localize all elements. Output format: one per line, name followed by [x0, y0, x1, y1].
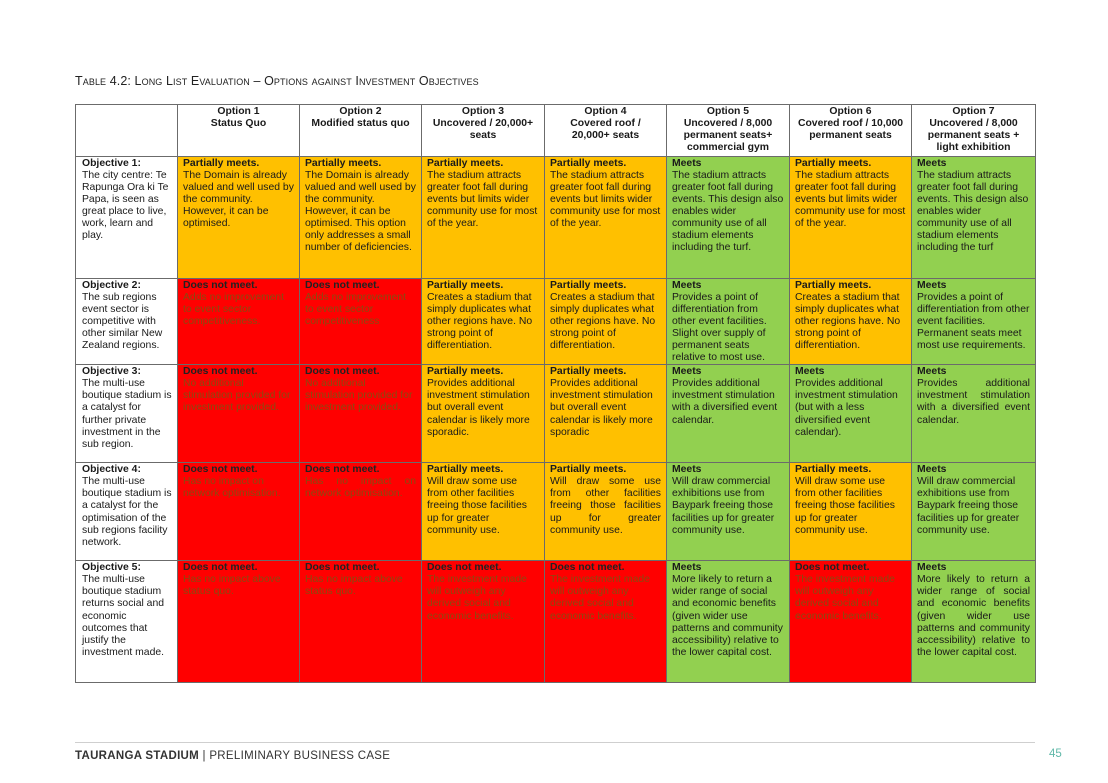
objective-row-1 [76, 157, 1036, 279]
header-cell-blank [76, 105, 178, 157]
assessment-rating: Partially meets. [427, 366, 504, 378]
assessment-rationale: Has no impact above status quo. [305, 574, 403, 598]
header-option-3: Option 3 Uncovered / 20,000+ seats [422, 105, 545, 157]
evaluation-cell-option-5 [667, 463, 790, 561]
assessment-rating: Partially meets. [550, 280, 627, 291]
assessment-rating: Meets [917, 562, 947, 574]
objective-description: The city centre: Te Rapunga Ora ki Te Papa, is seen as great place to live, work, learn and play. [82, 170, 169, 242]
evaluation-cell-option-1 [178, 157, 300, 279]
evaluation-cell-option-4 [545, 365, 667, 463]
evaluation-cell-option-5 [667, 561, 790, 683]
evaluation-cell-option-5 [667, 279, 790, 365]
header-option-2: Option 2 Modified status quo [300, 105, 422, 157]
assessment-rating: Partially meets. [427, 464, 504, 476]
objective-title: Objective 5: [82, 562, 141, 574]
evaluation-cell-option-2 [300, 463, 422, 561]
evaluation-cell-option-5 [667, 365, 790, 463]
evaluation-cell-option-6 [790, 365, 912, 463]
assessment-rating: Partially meets. [795, 464, 872, 476]
assessment-rationale: The stadium attracts greater foot fall during events but limits wider community use for most of the year. [795, 170, 906, 230]
evaluation-cell-option-4 [545, 279, 667, 365]
table-caption: Table 4.2: Long List Evaluation – Options against Investment Objectives [75, 74, 479, 88]
evaluation-cell-option-4 [545, 463, 667, 561]
assessment-rating: Meets [917, 464, 947, 476]
evaluation-cell-option-3 [422, 157, 545, 279]
assessment-rationale: Provides a point of differentiation from other event facilities. Permanent seats meet most use requirements. [917, 292, 1030, 352]
footer-divider [75, 742, 1035, 743]
assessment-rationale: Adds no improvement to event sector competitiveness [305, 292, 407, 328]
assessment-rationale: The Domain is already valued and well used by the community. However, it can be optimised. [183, 170, 294, 230]
assessment-rating: Meets [795, 366, 825, 378]
assessment-rationale: The stadium attracts greater foot fall during events but limits wider community use for most of the year. [427, 170, 538, 230]
assessment-rating: Meets [672, 366, 702, 378]
assessment-rating: Partially meets. [795, 280, 872, 291]
objective-title: Objective 1: [82, 158, 141, 169]
assessment-rating: Does not meet. [183, 366, 258, 378]
objective-row-2 [76, 279, 1036, 365]
objective-row-5 [76, 561, 1036, 683]
assessment-rating: Does not meet. [183, 464, 258, 476]
assessment-rating: Meets [917, 158, 947, 169]
evaluation-cell-option-2 [300, 279, 422, 365]
evaluation-cell-option-7 [912, 279, 1036, 365]
footer-separator: | [199, 750, 210, 762]
assessment-rationale: The Domain is already valued and well used by the community. However, it can be optimised. This option only addresses a small number of deficiencies. [305, 170, 416, 254]
assessment-rationale: Provides a point of differentiation from other event facilities. Slight over supply of permanent seats relative to most use. [672, 292, 767, 364]
evaluation-cell-option-5 [667, 157, 790, 279]
objective-row-4 [76, 463, 1036, 561]
evaluation-cell-option-3 [422, 463, 545, 561]
assessment-rating: Meets [672, 280, 702, 291]
assessment-rating: Meets [672, 158, 702, 169]
assessment-rationale: The stadium attracts greater foot fall during events. This design also enables wider community use of all stadium elements including the turf. [672, 170, 784, 254]
evaluation-cell-option-3 [422, 561, 545, 683]
objective-cell [76, 279, 178, 365]
evaluation-table [75, 104, 1036, 683]
assessment-rationale: Provides additional investment stimulation but overall event calendar is likely more sporadic [550, 378, 653, 438]
footer-title-bold: TAURANGA STADIUM [75, 750, 200, 762]
assessment-rationale: Provides additional investment stimulation but overall event calendar is likely more sporadic. [427, 378, 530, 438]
assessment-rationale: The investment made will outweigh any derived social and economic benefits. [550, 574, 650, 622]
assessment-rating: Partially meets. [183, 158, 260, 169]
footer-subtitle: PRELIMINARY BUSINESS CASE [209, 750, 391, 762]
assessment-rationale: Will draw commercial exhibitions use from Baypark freeing those facilities up for greater community use. [672, 476, 775, 536]
assessment-rating: Meets [672, 562, 702, 574]
evaluation-cell-option-6 [790, 157, 912, 279]
objective-cell [76, 365, 178, 463]
assessment-rating: Does not meet. [305, 280, 380, 291]
assessment-rationale: No additional stimulation provided for investment provided. [183, 378, 291, 414]
objective-title: Objective 3: [82, 366, 141, 378]
header-option-7: Option 7 Uncovered / 8,000 permanent seats + light exhibition [912, 105, 1036, 157]
assessment-rating: Partially meets. [795, 158, 872, 169]
assessment-rating: Does not meet. [183, 562, 258, 574]
assessment-rationale: Creates a stadium that simply duplicates what other regions have. No strong point of differentiation. [427, 292, 533, 352]
assessment-rating: Partially meets. [550, 158, 627, 169]
assessment-rationale: More likely to return a wider range of social and economic benefits (given wider use patterns and community accessibility) relative to the lower capital cost. [672, 574, 783, 658]
objective-description: The multi-use boutique stadium returns social and economic outcomes that justify the investment made. [82, 574, 165, 658]
assessment-rating: Does not meet. [305, 562, 380, 574]
assessment-rationale: Provides additional investment stimulation (but with a less diversified event calendar). [795, 378, 898, 438]
evaluation-cell-option-4 [545, 157, 667, 279]
assessment-rationale: Will draw some use from other facilities freeing those facilities up for greater community use. [550, 476, 661, 536]
assessment-rationale: Has no impact on network optimisation. [305, 476, 416, 500]
assessment-rationale: Will draw some use from other facilities freeing those facilities up for greater community use. [427, 476, 527, 536]
evaluation-cell-option-6 [790, 561, 912, 683]
evaluation-cell-option-6 [790, 463, 912, 561]
evaluation-cell-option-2 [300, 561, 422, 683]
evaluation-cell-option-1 [178, 561, 300, 683]
header-option-4: Option 4 Covered roof / 20,000+ seats [545, 105, 667, 157]
assessment-rating: Meets [917, 366, 947, 378]
assessment-rating: Does not meet. [550, 562, 625, 574]
assessment-rationale: The investment made will outweigh any derived social and economic benefits. [795, 574, 895, 622]
objective-cell [76, 157, 178, 279]
assessment-rating: Partially meets. [427, 280, 504, 291]
table-header-row [76, 105, 1036, 157]
assessment-rating: Partially meets. [550, 366, 627, 378]
assessment-rating: Partially meets. [305, 158, 382, 169]
evaluation-cell-option-7 [912, 561, 1036, 683]
assessment-rating: Meets [672, 464, 702, 476]
evaluation-cell-option-1 [178, 463, 300, 561]
assessment-rationale: The stadium attracts greater foot fall during events but limits wider community use for most of the year. [550, 170, 661, 230]
assessment-rationale: Provides additional investment stimulation with a diversified event calendar. [672, 378, 778, 426]
evaluation-cell-option-7 [912, 463, 1036, 561]
evaluation-cell-option-3 [422, 279, 545, 365]
assessment-rationale: Creates a stadium that simply duplicates what other regions have. No strong point of differentiation. [795, 292, 901, 352]
evaluation-cell-option-7 [912, 157, 1036, 279]
assessment-rating: Does not meet. [183, 280, 258, 291]
assessment-rationale: Will draw some use from other facilities freeing those facilities up for greater community use. [795, 476, 895, 536]
assessment-rationale: Provides additional investment stimulation with a diversified event calendar. [917, 378, 1030, 426]
header-option-1: Option 1 Status Quo [178, 105, 300, 157]
assessment-rationale: Adds no improvement to event sector competitiveness. [183, 292, 285, 328]
objective-description: The multi-use boutique stadium is a catalyst for the optimisation of the sub regions facility network. [82, 476, 172, 548]
assessment-rationale: Creates a stadium that simply duplicates what other regions have. No strong point of differentiation. [550, 292, 656, 352]
footer-title [75, 750, 390, 762]
evaluation-cell-option-2 [300, 157, 422, 279]
evaluation-cell-option-1 [178, 279, 300, 365]
objective-cell [76, 463, 178, 561]
objective-description: The multi-use boutique stadium is a catalyst for further private investment in the sub region. [82, 378, 172, 450]
assessment-rating: Partially meets. [550, 464, 627, 476]
header-option-6: Option 6 Covered roof / 10,000 permanent seats [790, 105, 912, 157]
assessment-rationale: Has no impact above status quo. [183, 574, 281, 598]
evaluation-cell-option-6 [790, 279, 912, 365]
assessment-rating: Does not meet. [427, 562, 502, 574]
assessment-rationale: The stadium attracts greater foot fall during events. This design also enables wider community use of all stadium elements including the turf [917, 170, 1029, 254]
objective-title: Objective 4: [82, 464, 141, 476]
objective-description: The sub regions event sector is competitive with other similar New Zealand regions. [82, 292, 163, 352]
assessment-rating: Does not meet. [305, 366, 380, 378]
assessment-rating: Partially meets. [427, 158, 504, 169]
evaluation-cell-option-4 [545, 561, 667, 683]
evaluation-cell-option-7 [912, 365, 1036, 463]
evaluation-cell-option-1 [178, 365, 300, 463]
objective-title: Objective 2: [82, 280, 141, 291]
assessment-rationale: Has no impact on network optimisation. [183, 476, 281, 500]
evaluation-cell-option-3 [422, 365, 545, 463]
objective-cell [76, 561, 178, 683]
header-option-5: Option 5 Uncovered / 8,000 permanent seats+ commercial gym [667, 105, 790, 157]
assessment-rationale: The investment made will outweigh any derived social and economic benefits. [427, 574, 527, 622]
evaluation-cell-option-2 [300, 365, 422, 463]
assessment-rationale: Will draw commercial exhibitions use from Baypark freeing those facilities up for greater community use. [917, 476, 1020, 536]
assessment-rationale: No additional stimulation provided for investment provided. [305, 378, 413, 414]
assessment-rationale: More likely to return a wider range of social and economic benefits (given wider use patterns and community accessibility) relative to the lower capital cost. [917, 574, 1030, 658]
objective-row-3 [76, 365, 1036, 463]
assessment-rating: Does not meet. [795, 562, 870, 574]
assessment-rating: Meets [917, 280, 947, 291]
page-number: 45 [1049, 748, 1062, 760]
assessment-rating: Does not meet. [305, 464, 380, 476]
